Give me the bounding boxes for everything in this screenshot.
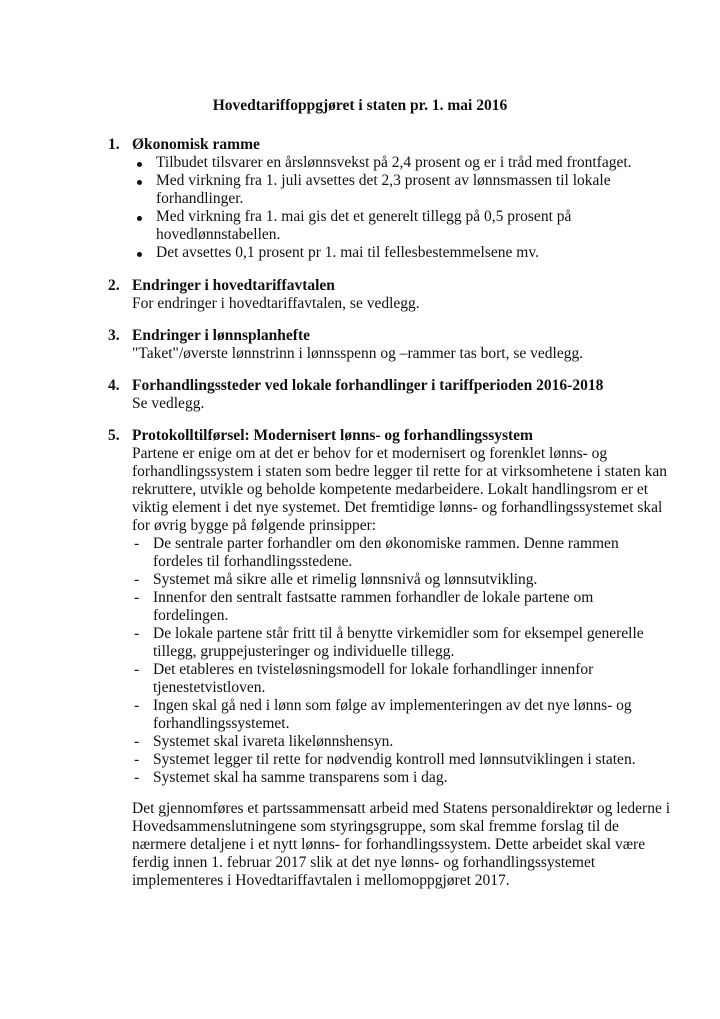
bullet-text: Det avsettes 0,1 prosent pr 1. mai til fellesbestemmelsene mv. (156, 244, 539, 261)
bullet-dot (137, 216, 142, 221)
closing-text: nærmere detaljene i et nytt lønns- for forhandlingssystem. Dette arbeidet skal være (132, 836, 646, 853)
section-heading: Økonomisk ramme (132, 136, 260, 153)
section-heading: Forhandlingssteder ved lokale forhandlinger i tariffperioden 2016-2018 (132, 377, 604, 394)
dash-marker: - (134, 589, 140, 606)
list-item: Systemet må sikre alle et rimelig lønnsnivå og lønnsutvikling. (153, 571, 538, 588)
list-item: tillegg, gruppejusteringer og individuelle tillegg. (153, 643, 455, 660)
list-item: forhandlingssystemet. (153, 715, 290, 732)
bullet-dot (137, 180, 142, 185)
list-item: De lokale partene står fritt til å benytte virkemidler som for eksempel generelle (153, 625, 644, 642)
section-number: 2. (108, 277, 120, 294)
section-heading: Protokolltilførsel: Modernisert lønns- og forhandlingssystem (132, 427, 533, 444)
bullet-text: Med virkning fra 1. mai gis det et generelt tillegg på 0,5 prosent på (156, 208, 572, 225)
section-text: Partene er enige om at det er behov for et modernisert og forenklet lønns- og (132, 445, 608, 462)
list-item: Systemet legger til rette for nødvendig kontroll med lønnsutviklingen i staten. (153, 751, 636, 768)
bullet-dot (137, 252, 142, 257)
section-text: viktig element i det nye systemet. Det fremtidige lønns- og forhandlingssystemet skal (132, 499, 663, 516)
section-number: 4. (108, 377, 120, 394)
list-item: Ingen skal gå ned i lønn som følge av implementeringen av det nye lønns- og (153, 697, 632, 714)
bullet-text: forhandlinger. (156, 190, 244, 207)
section-text: rekruttere, utvikle og beholde kompetente medarbeidere. Lokalt handlingsrom er et (132, 481, 649, 498)
section-text: Se vedlegg. (132, 395, 205, 412)
list-item: tjenestetvistloven. (153, 679, 266, 696)
dash-marker: - (134, 733, 140, 750)
dash-marker: - (134, 751, 140, 768)
list-item: Det etableres en tvisteløsningsmodell for lokale forhandlinger innenfor (153, 661, 594, 678)
dash-marker: - (134, 769, 140, 786)
section-text: for øvrig bygge på følgende prinsipper: (132, 517, 377, 534)
closing-text: ferdig innen 1. februar 2017 slik at det nye lønns- og forhandlingssystemet (132, 854, 596, 871)
section-text: For endringer i hovedtariffavtalen, se vedlegg. (132, 295, 420, 312)
bullet-text: hovedlønnstabellen. (156, 226, 281, 243)
list-item: fordelingen. (153, 607, 229, 624)
list-item: De sentrale parter forhandler om den økonomiske rammen. Denne rammen (153, 535, 619, 552)
bullet-dot (137, 162, 142, 167)
bullet-text: Tilbudet tilsvarer en årslønnsvekst på 2,4 prosent og er i tråd med frontfaget. (156, 154, 632, 171)
page-title: Hovedtariffoppgjøret i staten pr. 1. mai 2016 (212, 97, 508, 114)
closing-text: implementeres i Hovedtariffavtalen i mellomoppgjøret 2017. (132, 872, 510, 889)
section-heading: Endringer i hovedtariffavtalen (132, 277, 335, 294)
dash-marker: - (134, 625, 140, 642)
dash-marker: - (134, 697, 140, 714)
section-number: 1. (108, 136, 120, 153)
list-item: Systemet skal ivareta likelønnshensyn. (153, 733, 394, 750)
list-item: Innenfor den sentralt fastsatte rammen forhandler de lokale partene om (153, 589, 594, 606)
closing-text: Hovedsammenslutningene som styringsgruppe, som skal fremme forslag til de (132, 818, 619, 835)
section-heading: Endringer i lønnsplanhefte (132, 327, 311, 344)
section-number: 5. (108, 427, 120, 444)
section-text: forhandlingssystem i staten som bedre legger til rette for at virksomhetene i staten kan (132, 463, 668, 480)
dash-marker: - (134, 661, 140, 678)
section-number: 3. (108, 327, 120, 344)
dash-marker: - (134, 571, 140, 588)
list-item: Systemet skal ha samme transparens som i dag. (153, 769, 448, 786)
section-text: "Taket"/øverste lønnstrinn i lønnsspenn og –rammer tas bort, se vedlegg. (132, 345, 584, 362)
list-item: fordeles til forhandlingsstedene. (153, 553, 353, 570)
dash-marker: - (134, 535, 140, 552)
closing-text: Det gjennomføres et partssammensatt arbeid med Statens personaldirektør og lederne i (132, 800, 671, 817)
bullet-text: Med virkning fra 1. juli avsettes det 2,3 prosent av lønnsmassen til lokale (156, 172, 611, 189)
